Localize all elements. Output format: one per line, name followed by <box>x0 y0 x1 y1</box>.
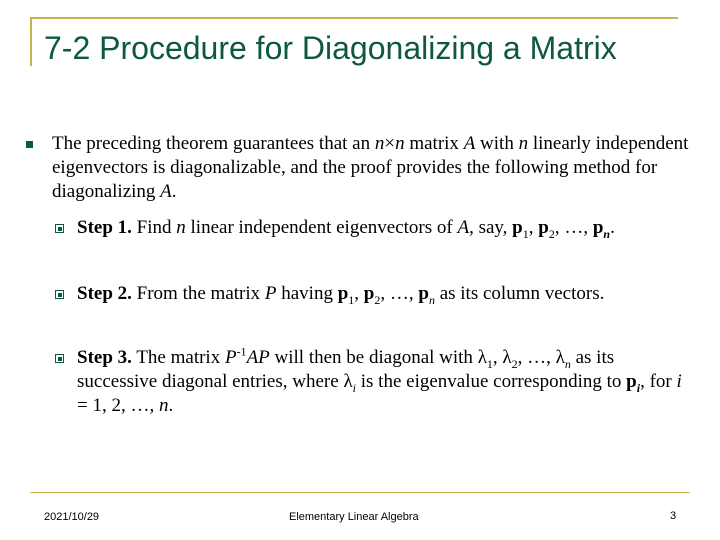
step-1: Step 1. Find n linear independent eigenvectors of A, say, $p_1$, $p_2$, …, $p_n$. <box>77 217 615 241</box>
intro-paragraph: The preceding theorem guarantees that an n×n matrix A with n linearly independent eigenvectors is diagonalizable, and the proof provides the following method for diagonalizing A. <box>52 133 689 202</box>
frame-left-rule <box>30 17 32 66</box>
hollow-square-bullet-icon <box>55 290 64 299</box>
footer-rule <box>30 492 690 493</box>
square-bullet-icon <box>26 141 33 148</box>
footer-course: Elementary Linear Algebra <box>289 511 419 523</box>
step-3: Step 3. The matrix $P^{-1}AP$ will then be diagonal with $\lambda_1$, $\lambda_2$, …, $\lambda_n$ as its successive diagonal entries, where $\lambda_i$ is the eigenvalue corresponding to $p_i$, for i = 1, 2, …, n. <box>77 344 682 416</box>
hollow-square-bullet-icon <box>55 224 64 233</box>
step-2: Step 2. From the matrix P having $p_1$, $p_2$, …, $p_n$ as its column vectors. <box>77 283 605 307</box>
frame-top-rule <box>30 17 678 19</box>
slide-title: 7-2 Procedure for Diagonalizing a Matrix <box>44 30 617 66</box>
footer-page-number: 3 <box>670 510 677 522</box>
footer-date: 2021/10/29 <box>44 511 100 523</box>
hollow-square-bullet-icon <box>55 354 64 363</box>
